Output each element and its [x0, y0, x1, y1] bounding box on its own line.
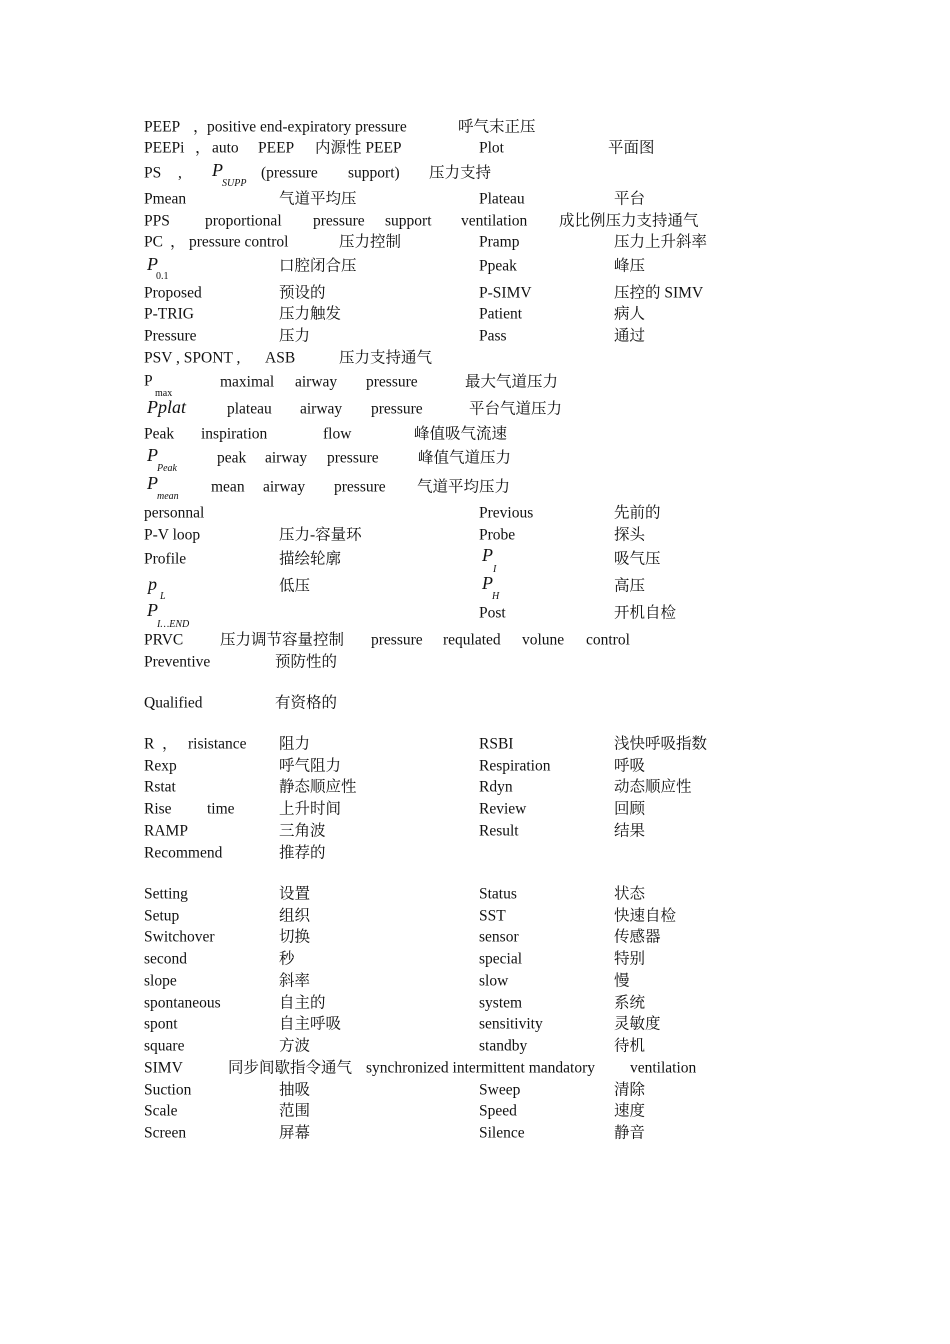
- math-subscript: 0.1: [156, 271, 169, 282]
- term: Post: [479, 604, 506, 622]
- chinese-translation: 清除: [614, 1081, 646, 1099]
- term: Plateau: [479, 190, 525, 208]
- math-symbol: Pplat: [147, 397, 186, 417]
- chinese-translation: 压力-容量环: [279, 526, 362, 544]
- separator: ，: [193, 118, 209, 136]
- term: Patient: [479, 305, 523, 323]
- math-subscript: H: [492, 591, 500, 602]
- chinese-translation: 高压: [614, 577, 646, 595]
- term-word: airway: [300, 400, 343, 418]
- term: RAMP: [144, 822, 188, 840]
- chinese-translation: 压力: [279, 327, 311, 345]
- math-symbol: P: [147, 600, 158, 620]
- math-symbol: P: [147, 473, 158, 493]
- chinese-translation: 气道平均压: [279, 190, 357, 208]
- chinese-translation: 阻力: [279, 735, 311, 753]
- term-word: auto: [212, 139, 239, 157]
- term-word: (pressure: [261, 164, 318, 182]
- term: Previous: [479, 504, 534, 522]
- term: Qualified: [144, 694, 203, 712]
- term: Status: [479, 885, 517, 903]
- term: Pass: [479, 327, 507, 345]
- term: spontaneous: [144, 994, 221, 1012]
- chinese-translation: 秒: [279, 950, 295, 968]
- term: P-TRIG: [144, 305, 194, 323]
- term: second: [144, 950, 188, 968]
- chinese-translation: 压力支持: [429, 164, 492, 182]
- chinese-translation: 切换: [279, 928, 311, 946]
- term-word: pressure: [366, 373, 418, 391]
- term: PRVC: [144, 631, 184, 649]
- chinese-translation: 同步间歇指令通气: [228, 1059, 353, 1077]
- math-symbol: P: [212, 160, 223, 180]
- chinese-translation: 气道平均压力: [417, 478, 511, 496]
- term-word: PEEP: [258, 139, 295, 157]
- term-word: mean: [211, 478, 245, 496]
- term: slope: [144, 972, 177, 990]
- term-word: control: [586, 631, 630, 649]
- math-symbol: p: [148, 574, 157, 594]
- chinese-translation: 范围: [279, 1102, 311, 1120]
- chinese-translation: 状态: [614, 885, 646, 903]
- math-subscript: L: [160, 591, 166, 602]
- chinese-translation: 预设的: [279, 284, 326, 302]
- chinese-translation: 平面图: [608, 139, 655, 157]
- term: spont: [144, 1015, 178, 1033]
- term: special: [479, 950, 523, 968]
- chinese-translation: 浅快呼吸指数: [614, 735, 708, 753]
- math-subscript: max: [155, 388, 173, 399]
- term: Preventive: [144, 653, 211, 671]
- term-word: inspiration: [201, 425, 268, 443]
- math-subscript: SUPP: [222, 178, 247, 189]
- term: SIMV: [144, 1059, 183, 1077]
- chinese-translation: 自主的: [279, 994, 326, 1012]
- term-word: requlated: [443, 631, 501, 649]
- term-word: flow: [323, 425, 352, 443]
- term: Proposed: [144, 284, 202, 302]
- term-description: pressure control: [189, 233, 289, 251]
- term: Rise: [144, 800, 172, 818]
- term: system: [479, 994, 523, 1012]
- term-word: pressure: [371, 631, 423, 649]
- term-word: proportional: [205, 212, 282, 230]
- chinese-translation: 自主呼吸: [279, 1015, 342, 1033]
- term: Pramp: [479, 233, 520, 251]
- chinese-translation: 压力调节容量控制: [220, 631, 345, 649]
- term: PSV , SPONT ,: [144, 349, 241, 367]
- term: sensor: [479, 928, 519, 946]
- chinese-translation: 推荐的: [279, 844, 326, 862]
- chinese-translation: 抽吸: [279, 1081, 311, 1099]
- chinese-translation: 压力触发: [279, 305, 342, 323]
- term: RSBI: [479, 735, 514, 753]
- math-subscript: I: [493, 564, 497, 575]
- term-word: pressure: [334, 478, 386, 496]
- chinese-translation: 预防性的: [275, 653, 338, 671]
- math-subscript: mean: [157, 491, 179, 502]
- term: personnal: [144, 504, 205, 522]
- term: P-V loop: [144, 526, 201, 544]
- term: sensitivity: [479, 1015, 543, 1033]
- chinese-translation: 三角波: [279, 822, 326, 840]
- chinese-translation: 组织: [279, 907, 311, 925]
- term-word: support: [385, 212, 432, 230]
- chinese-translation: 峰值气道压力: [418, 449, 512, 467]
- term: Rdyn: [479, 778, 513, 796]
- term: PPS: [144, 212, 170, 230]
- chinese-translation: 待机: [614, 1037, 646, 1055]
- chinese-translation: 开机自检: [614, 604, 677, 622]
- term: Suction: [144, 1081, 192, 1099]
- math-symbol: P: [482, 545, 493, 565]
- separator: ,: [178, 164, 182, 182]
- term: SST: [479, 907, 506, 925]
- separator: ，: [162, 735, 178, 753]
- term: Peak: [144, 425, 175, 443]
- term: Switchover: [144, 928, 215, 946]
- term: P-SIMV: [479, 284, 532, 302]
- chinese-translation: 传感器: [614, 928, 661, 946]
- separator: ，: [195, 139, 211, 157]
- chinese-translation: 方波: [279, 1037, 311, 1055]
- term: PS: [144, 164, 162, 182]
- term-word: time: [207, 800, 235, 818]
- term-word: airway: [265, 449, 308, 467]
- chinese-translation: 峰压: [614, 257, 646, 275]
- chinese-translation: 呼气末正压: [458, 118, 536, 136]
- term-word: maximal: [220, 373, 275, 391]
- term: square: [144, 1037, 185, 1055]
- term-word: pressure: [313, 212, 365, 230]
- chinese-translation: 回顾: [614, 800, 646, 818]
- term-word: plateau: [227, 400, 272, 418]
- chinese-translation: 斜率: [279, 972, 311, 990]
- chinese-translation: 平台: [614, 190, 646, 208]
- term: Recommend: [144, 844, 223, 862]
- term: Rstat: [144, 778, 176, 796]
- term: Profile: [144, 550, 187, 568]
- chinese-translation: 压力上升斜率: [614, 233, 708, 251]
- chinese-translation: 快速自检: [614, 907, 677, 925]
- term: Silence: [479, 1124, 525, 1142]
- chinese-translation: 静音: [614, 1124, 646, 1142]
- math-symbol: P: [147, 254, 158, 274]
- chinese-translation: 设置: [279, 885, 311, 903]
- term: Scale: [144, 1102, 178, 1120]
- chinese-translation: 吸气压: [614, 550, 661, 568]
- term: Screen: [144, 1124, 187, 1142]
- math-subscript: I…END: [157, 619, 190, 630]
- chinese-translation: 最大气道压力: [465, 373, 559, 391]
- term-word: support): [348, 164, 400, 182]
- chinese-translation: 压控的 SIMV: [614, 284, 704, 302]
- term-word: volune: [522, 631, 565, 649]
- term: PEEP: [144, 118, 181, 136]
- term: Ppeak: [479, 257, 517, 275]
- term-description: synchronized intermittent mandatory: [366, 1059, 595, 1077]
- term-word: pressure: [327, 449, 379, 467]
- term: Probe: [479, 526, 516, 544]
- chinese-translation: 描绘轮廓: [279, 550, 342, 568]
- separator: ，: [170, 233, 186, 251]
- term: slow: [479, 972, 509, 990]
- chinese-translation: 动态顺应性: [614, 778, 692, 796]
- term: Rexp: [144, 757, 177, 775]
- chinese-translation: 低压: [279, 577, 311, 595]
- chinese-translation: 系统: [614, 994, 646, 1012]
- term-word: ventilation: [461, 212, 528, 230]
- term: Setup: [144, 907, 180, 925]
- chinese-translation: 平台气道压力: [469, 400, 563, 418]
- chinese-translation: 探头: [614, 526, 646, 544]
- term: Pressure: [144, 327, 197, 345]
- term: PC: [144, 233, 163, 251]
- chinese-translation: 内源性 PEEP: [315, 139, 402, 157]
- chinese-translation: 先前的: [614, 504, 661, 522]
- term: R: [144, 735, 155, 753]
- chinese-translation: 成比例压力支持通气: [559, 212, 699, 230]
- term-word: airway: [263, 478, 306, 496]
- term: Speed: [479, 1102, 517, 1120]
- chinese-translation: 慢: [614, 972, 630, 990]
- term: PEEPi: [144, 139, 185, 157]
- term: Result: [479, 822, 519, 840]
- term-description: positive end-expiratory pressure: [207, 118, 407, 136]
- math-symbol: P: [144, 372, 153, 390]
- chinese-translation: 压力支持通气: [339, 349, 433, 367]
- term-word: ASB: [265, 349, 296, 367]
- chinese-translation: 静态顺应性: [279, 778, 357, 796]
- term: Respiration: [479, 757, 551, 775]
- chinese-translation: 峰值吸气流速: [414, 425, 508, 443]
- chinese-translation: 压力控制: [339, 233, 402, 251]
- chinese-translation: 上升时间: [279, 800, 342, 818]
- term: Review: [479, 800, 527, 818]
- chinese-translation: 速度: [614, 1102, 646, 1120]
- chinese-translation: 结果: [614, 822, 646, 840]
- term: Sweep: [479, 1081, 521, 1099]
- chinese-translation: 屏幕: [279, 1124, 311, 1142]
- term: standby: [479, 1037, 528, 1055]
- term-word: pressure: [371, 400, 423, 418]
- term: Pmean: [144, 190, 187, 208]
- math-subscript: Peak: [157, 463, 177, 474]
- term-word: ventilation: [630, 1059, 697, 1077]
- chinese-translation: 病人: [614, 305, 646, 323]
- chinese-translation: 呼气阻力: [279, 757, 342, 775]
- chinese-translation: 特别: [614, 950, 646, 968]
- chinese-translation: 有资格的: [275, 694, 338, 712]
- term-word: airway: [295, 373, 338, 391]
- math-symbol: P: [147, 445, 158, 465]
- chinese-translation: 口腔闭合压: [279, 257, 357, 275]
- term: Setting: [144, 885, 188, 903]
- chinese-translation: 通过: [614, 327, 646, 345]
- chinese-translation: 灵敏度: [614, 1015, 661, 1033]
- chinese-translation: 呼吸: [614, 757, 646, 775]
- term-word: risistance: [188, 735, 247, 753]
- term-word: peak: [217, 449, 247, 467]
- math-symbol: P: [482, 573, 493, 593]
- term: Plot: [479, 139, 504, 157]
